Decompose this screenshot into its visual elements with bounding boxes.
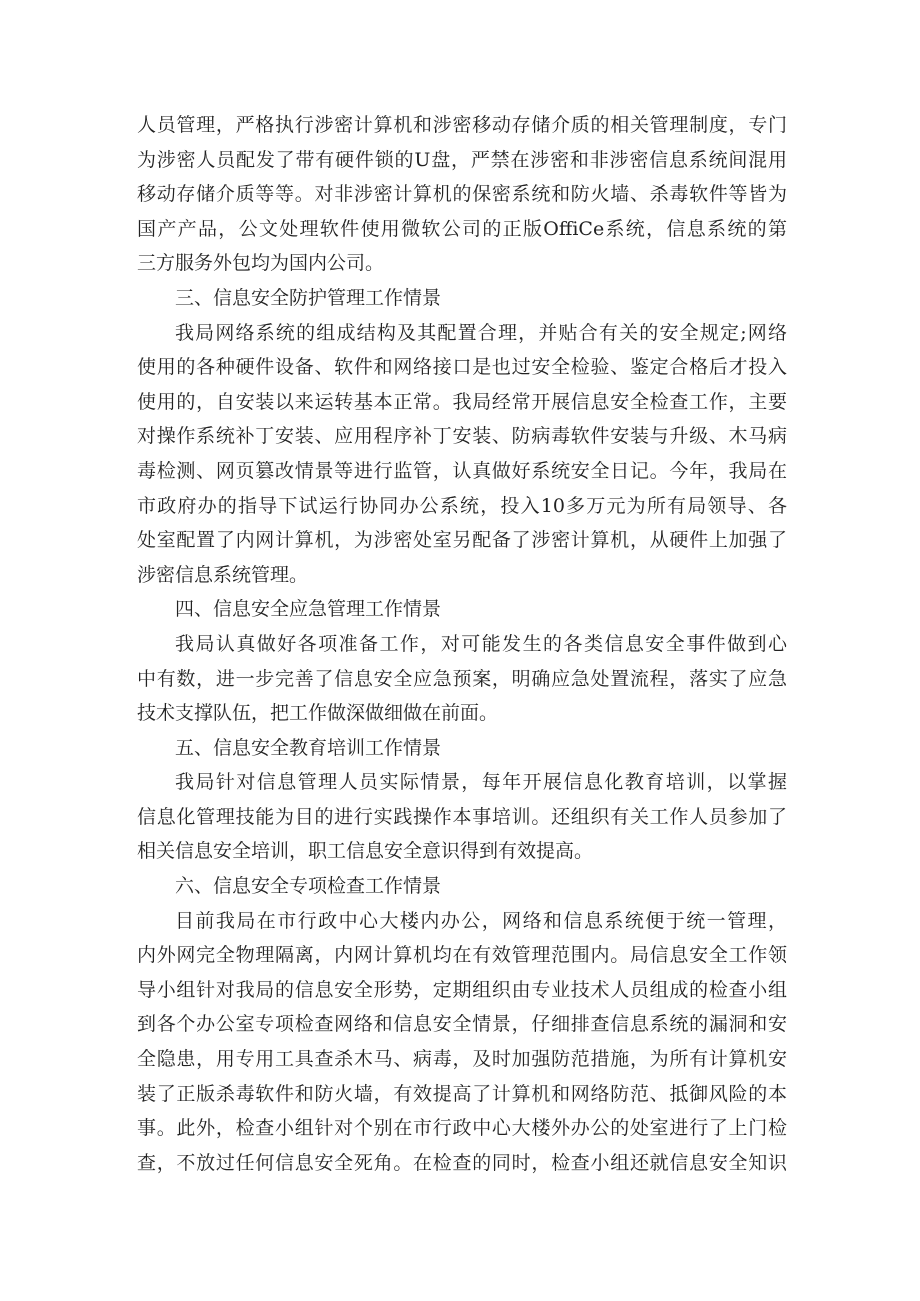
text-line: 中有数，进一步完善了信息安全应急预案，明确应急处置流程，落实了应急: [137, 667, 787, 690]
text-line: 装了正版杀毒软件和防火墙，有效提高了计算机和网络防范、抵御风险的本: [137, 1082, 787, 1105]
text-line: 我局针对信息管理人员实际情景，每年开展信息化教育培训，以掌握: [175, 771, 787, 794]
text-line: 内外网完全物理隔离，内网计算机均在有效管理范围内。局信息安全工作领: [137, 944, 787, 967]
text-line: 涉密信息系统管理。: [137, 563, 309, 586]
text-line: 市政府办的指导下试运行协同办公系统，投入10多万元为所有局领导、各: [137, 494, 787, 517]
text-line: 我局认真做好各项准备工作，对可能发生的各类信息安全事件做到心: [175, 632, 787, 655]
text-line: 对操作系统补丁安装、应用程序补丁安装、防病毒软件安装与升级、木马病: [137, 425, 787, 448]
text-line: 人员管理，严格执行涉密计算机和涉密移动存储介质的相关管理制度，专门: [137, 114, 787, 136]
text-line: 我局网络系统的组成结构及其配置合理，并贴合有关的安全规定;网络: [175, 321, 787, 344]
text-line: 信息化管理技能为目的进行实践操作本事培训。还组织有关工作人员参加了: [137, 805, 787, 828]
text-line: 国产产品，公文处理软件使用微软公司的正版OffiCe系统，信息系统的第: [137, 217, 787, 240]
section-heading: 六、信息安全专项检查工作情景: [175, 875, 442, 898]
text-line: 事。此外，检查小组针对个别在市行政中心大楼外办公的处室进行了上门检: [137, 1117, 787, 1140]
section-heading: 四、信息安全应急管理工作情景: [175, 598, 442, 621]
text-line: 到各个办公室专项检查网络和信息安全情景，仔细排查信息系统的漏洞和安: [137, 1013, 787, 1036]
text-line: 处室配置了内网计算机，为涉密处室另配备了涉密计算机，从硬件上加强了: [137, 529, 787, 552]
section-heading: 五、信息安全教育培训工作情景: [175, 736, 442, 759]
text-line: 导小组针对我局的信息安全形势，定期组织由专业技术人员组成的检查小组: [137, 978, 787, 1001]
document-body: [137, 108, 787, 1180]
text-line: 为涉密人员配发了带有硬件锁的U盘，严禁在涉密和非涉密信息系统间混用: [137, 148, 787, 171]
text-line: 全隐患，用专用工具查杀木马、病毒，及时加强防范措施，为所有计算机安: [137, 1048, 787, 1071]
text-line: 查，不放过任何信息安全死角。在检查的同时，检查小组还就信息安全知识: [137, 1151, 787, 1174]
section-heading: 三、信息安全防护管理工作情景: [175, 286, 442, 309]
text-line: 技术支撑队伍，把工作做深做细做在前面。: [137, 702, 499, 725]
document-page: [137, 108, 787, 1180]
text-line: 移动存储介质等等。对非涉密计算机的保密系统和防火墙、杀毒软件等皆为: [137, 183, 787, 206]
text-line: 使用的，自安装以来运转基本正常。我局经常开展信息安全检查工作，主要: [137, 390, 787, 413]
text-line: 相关信息安全培训，职工信息安全意识得到有效提高。: [137, 840, 594, 863]
text-line: 毒检测、网页篡改情景等进行监管，认真做好系统安全日记。今年，我局在: [137, 459, 787, 482]
text-line: 目前我局在市行政中心大楼内办公，网络和信息系统便于统一管理，: [175, 909, 787, 932]
text-line: 使用的各种硬件设备、软件和网络接口是也过安全检验、鉴定合格后才投入: [137, 356, 787, 379]
text-line: 三方服务外包均为国内公司。: [137, 252, 385, 275]
